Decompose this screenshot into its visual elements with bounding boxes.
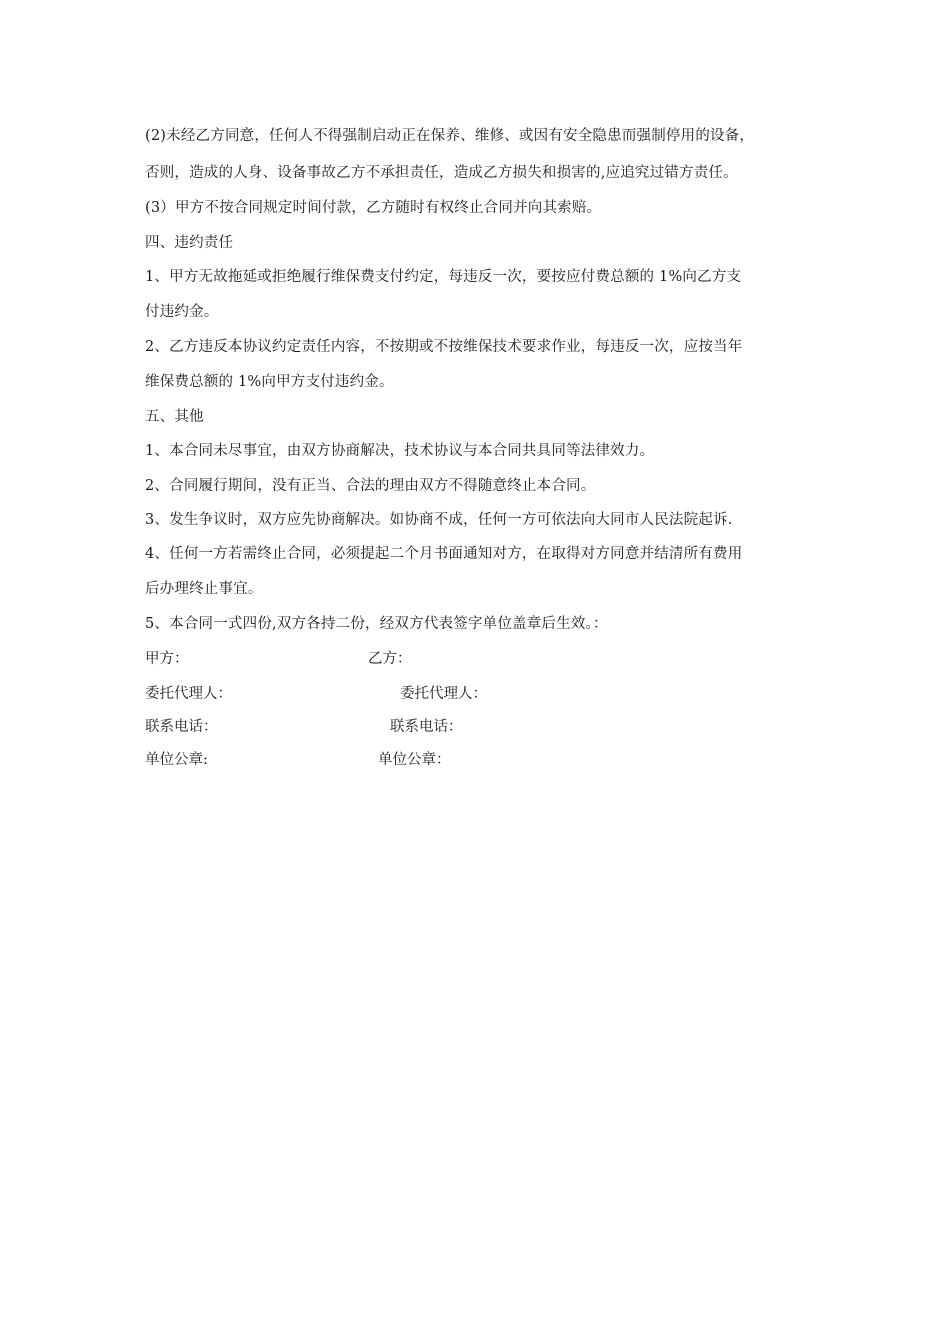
agent-b-label: 委托代理人： bbox=[400, 686, 487, 702]
clause-2-line-2: 否则，造成的人身、设备事故乙方不承担责任，造成乙方损失和损害的,应追究过错方责任。 bbox=[145, 165, 738, 181]
agent-a-label: 委托代理人： bbox=[145, 686, 232, 702]
section-4-item-2-line-1: 2、乙方违反本协议约定责任内容，不按期或不按维保技术要求作业，每违反一次，应按当年 bbox=[145, 339, 743, 355]
party-b-label: 乙方： bbox=[368, 651, 412, 667]
clause-3: (3）甲方不按合同规定时间付款，乙方随时有权终止合同并向其索赔。 bbox=[145, 200, 602, 216]
section-5-item-2: 2、合同履行期间，没有正当、合法的理由双方不得随意终止本合同。 bbox=[145, 478, 596, 494]
section-4-item-1-line-1: 1、甲方无故拖延或拒绝履行维保费支付约定，每违反一次，要按应付费总额的 1%向乙方支 bbox=[145, 269, 742, 285]
clause-2-line-1: (2)未经乙方同意，任何人不得强制启动正在保养、维修、或因有安全隐患而强制停用的设备， bbox=[145, 128, 755, 144]
phone-b-label: 联系电话： bbox=[390, 719, 463, 735]
section-4-heading: 四、违约责任 bbox=[145, 235, 234, 251]
section-5-item-1: 1、本合同未尽事宜，由双方协商解决，技术协议与本合同共具同等法律效力。 bbox=[145, 443, 655, 459]
section-5-item-3: 3、发生争议时，双方应先协商解决。如协商不成，任何一方可依法向大同市人民法院起诉. bbox=[145, 512, 733, 528]
phone-a-label: 联系电话： bbox=[145, 719, 218, 735]
seal-a-label: 单位公章: bbox=[145, 752, 208, 768]
section-5-item-4-line-1: 4、任何一方若需终止合同，必须提起二个月书面通知对方，在取得对方同意并结清所有费用 bbox=[145, 546, 743, 562]
section-4-item-1-line-2: 付违约金。 bbox=[145, 304, 219, 320]
section-5-item-4-line-2: 后办理终止事宜。 bbox=[145, 581, 263, 597]
seal-b-label: 单位公章： bbox=[378, 752, 451, 768]
section-5-item-5: 5、本合同一式四份,双方各持二份，经双方代表签字单位盖章后生效。： bbox=[145, 616, 608, 632]
section-5-heading: 五、其他 bbox=[145, 409, 204, 425]
party-a-label: 甲方： bbox=[145, 651, 189, 667]
section-4-item-2-line-2: 维保费总额的 1%向甲方支付违约金。 bbox=[145, 374, 394, 390]
